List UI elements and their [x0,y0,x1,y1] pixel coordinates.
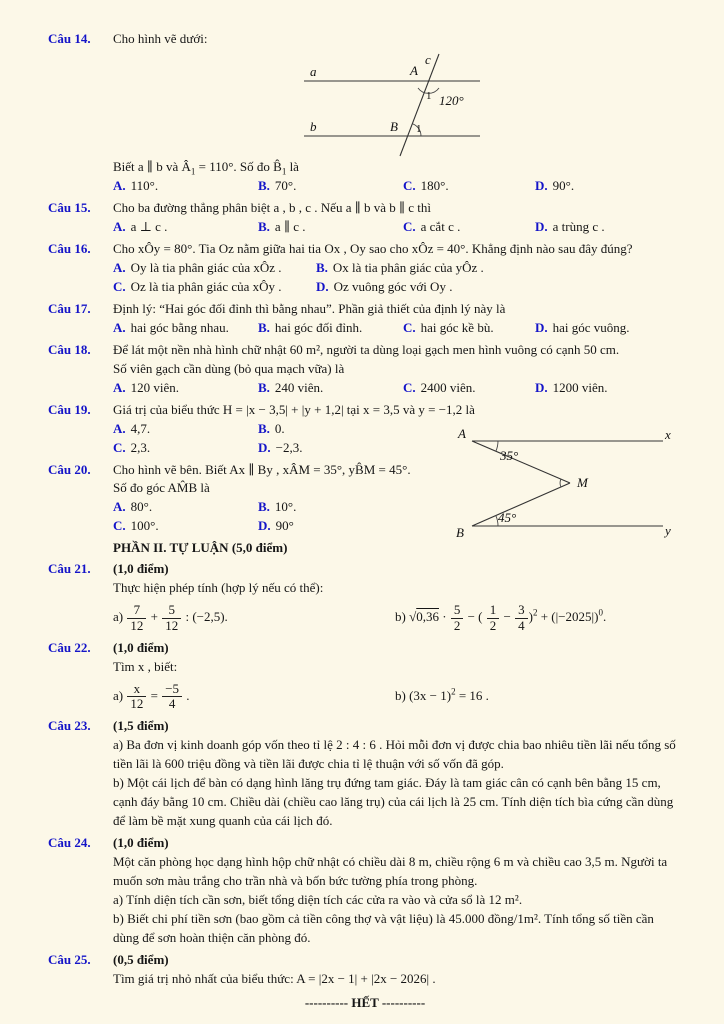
question-20-options [113,498,433,536]
question-23-points: (1,5 điểm) [113,718,169,734]
question-25-stem: Tìm giá trị nhỏ nhất của biểu thức: A = |2x − 1| + |2x − 2026| . [113,971,436,986]
option-a: A. a ⊥ c . [113,218,168,234]
question-24-points: (1,0 điểm) [113,835,169,851]
option-b: B. hai góc đối đỉnh. [258,319,363,335]
question-24-body [113,834,682,948]
question-14-options [113,177,682,196]
end-marker: ---------- HẾT ---------- [304,994,426,1010]
question-18 [48,341,682,398]
question-21-body [113,560,682,636]
question-22-formulas [113,682,682,712]
question-25-body [113,951,682,989]
option-c: C. Oz là tia phân giác của xÔy . [113,278,282,294]
fig-segment-BM [472,483,570,526]
option-b: B. 10°. [258,499,297,515]
question-19-label: Câu 19. [48,401,91,417]
fig-label-y: y [665,522,671,538]
option-a: A. 120 viên. [113,379,180,395]
fig-label-M: M [577,474,588,490]
question-24 [48,834,682,948]
question-17-body [113,300,682,338]
option-d: D. −2,3. [258,439,303,455]
option-d: D. 1200 viên. [535,379,608,395]
question-19-stem: Giá trị của biểu thức H = |x − 3,5| + |y + 1,2| tại x = 3,5 và y = −1,2 là [113,401,475,417]
fig-label-angle1-B: 1 [416,122,422,135]
option-a: A. hai góc bằng nhau. [113,319,229,335]
fig-segment-AM [472,441,570,483]
question-20-stem-2: Số đo góc AM̂B là [113,480,210,496]
question-22-intro: Tìm x , biết: [113,658,178,674]
question-17 [48,300,682,338]
option-d: D. hai góc vuông. [535,319,630,335]
option-d: D. 90° [258,518,294,534]
question-14 [48,30,682,196]
option-b: B. 70°. [258,177,297,193]
question-21 [48,560,682,636]
q21-formula-a: a) $\frac{7}{12}$ + $\frac{5}{12}$ : (−2,5). [113,602,228,633]
question-23-part-a: a) Ba đơn vị kinh doanh góp vốn theo tỉ lệ 2 : 4 : 6 . Hỏi mỗi đơn vị được chia bao nhiêu tiền lãi nếu tổng số tiền lãi là 600 triệu đồng và tiền lãi được chia tỉ lệ thuận với số vốn đã góp. [113,737,676,772]
fig-angle-arc-M [560,479,561,487]
option-a: A. 80°. [113,499,153,515]
question-18-options [113,379,682,398]
question-14-label: Câu 14. [48,31,91,46]
option-c: C. 2400 viên. [403,379,476,395]
question-14-intro: Cho hình vẽ dưới: [113,31,208,46]
option-c: C. 180°. [403,177,449,193]
question-22-label: Câu 22. [48,639,91,655]
question-21-points: (1,0 điểm) [113,561,169,577]
question-25 [48,951,682,989]
option-b: B. 0. [258,420,285,436]
option-b: B. a ∥ c . [258,218,306,234]
question-15-options [113,218,682,237]
option-a: A. Oy là tia phân giác của xÔz . [113,259,282,275]
fig-angle-arc-A [496,441,498,451]
question-16-options [113,259,682,297]
part2-title: PHẦN II. TỰ LUẬN (5,0 điểm) [113,540,288,556]
option-c: C. 100°. [113,518,159,534]
question-23-part-b: b) Một cái lịch để bàn có dạng hình lăng trụ đứng tam giác. Đáy là tam giác cân có cạnh bên bằng 15 cm, cạnh đáy bằng 10 cm. Chiều dài (chiều cao lăng trụ) của cái lịch là 25 cm. Tính diện tích bìa cứng cần dùng để làm bề mặt xung quanh của cái lịch đó. [113,775,674,829]
question-15 [48,199,682,237]
fig-label-c: c [425,51,431,67]
fig-label-A: A [458,425,466,441]
question-15-stem: Cho ba đường thẳng phân biệt a , b , c . Nếu a ∥ b và b ∥ c thì [113,199,431,215]
question-23-body [113,717,682,831]
questions-19-20-block [48,401,682,540]
question-25-points: (0,5 điểm) [113,952,169,968]
option-b: B. Ox là tia phân giác của yÔz . [316,259,484,275]
question-22-points: (1,0 điểm) [113,639,169,655]
fig-label-35deg: 35° [500,447,519,463]
question-20-stem: Cho hình vẽ bên. Biết Ax ∥ By , xÂM = 35°, yB̂M = 45°. [113,461,411,477]
option-d: D. 90°. [535,177,575,193]
question-24-intro: Một căn phòng học dạng hình hộp chữ nhật có chiều dài 8 m, chiều rộng 6 m và chiều cao 3,5 m. Người ta muốn sơn màu trắng cho trần nhà và bốn bức tường phía trong phòng. [113,854,668,889]
q21-formula-b: b) √0,36 · $\frac{5}{2}$ − ( $\frac{1}{2}$ − $\frac{3}{4}$ )$^2 + (|-2025|)^0$. [395,602,607,633]
question-23 [48,717,682,831]
fig-label-B: B [456,524,464,540]
fig-label-45deg: 45° [498,509,517,525]
fig-label-B: B [390,118,398,134]
option-d: D. Oz vuông góc với Oy . [316,278,453,294]
question-19-options [113,420,433,458]
question-16-label: Câu 16. [48,240,91,256]
question-18-label: Câu 18. [48,341,91,357]
fig-line-c [400,51,439,156]
fig-label-120deg: 120° [439,92,464,108]
question-18-stem-2: Số viên gạch cần dùng (bỏ qua mạch vữa) là [113,360,345,376]
fig-label-b: b [310,118,317,134]
question-22-body [113,639,682,715]
option-a: A. 4,7. [113,420,151,436]
question-18-body [113,341,682,398]
question-24-label: Câu 24. [48,835,91,851]
question-21-label: Câu 21. [48,561,91,577]
question-24-part-b: b) Biết chi phí tiền sơn (bao gồm cả tiền công thợ và vật liệu) là 45.000 đồng/1m². Tính tổng số tiền cần dùng để sơn hoàn thiện căn phòng đó. [113,911,654,946]
question-16-body [113,240,682,297]
question-17-label: Câu 17. [48,300,91,316]
fig-label-a: a [310,63,317,79]
figure-angles-AMB [450,423,678,541]
question-16 [48,240,682,297]
option-a: A. 110°. [113,177,159,193]
question-25-label: Câu 25. [48,952,91,968]
fig-label-x: x [665,426,671,442]
fig-label-angle1-A: 1 [426,89,432,102]
option-c: C. hai góc kề bù. [403,319,494,335]
question-20-label: Câu 20. [48,461,91,477]
q22-formula-b: b) $(3x - 1)^2 = 16$ . [395,686,489,704]
option-c: C. 2,3. [113,439,151,455]
q22-formula-a: a) $\frac{x}{12}$ = $\frac{-5}{4}$ . [113,680,190,712]
fig-label-A: A [410,62,418,78]
question-24-part-a: a) Tính diện tích cần sơn, biết tổng diện tích các cửa ra vào và cửa sổ là 12 m². [113,892,523,908]
question-17-options [113,319,682,338]
question-14-stem: Biết a ∥ b và $Â_1 = 110^\circ$. Số đo $B̂_1$ là [113,158,299,177]
question-22 [48,639,682,715]
question-23-label: Câu 23. [48,718,91,734]
question-14-body [113,30,682,196]
question-16-stem: Cho xÔy = 80°. Tia Oz nằm giữa hai tia Ox , Oy sao cho xÔz = 40°. Khẳng định nào sau đây đúng? [113,240,633,256]
question-17-stem: Định lý: “Hai góc đối đỉnh thì bằng nhau”. Phần giả thiết của định lý này là [113,300,506,316]
question-18-stem: Để lát một nền nhà hình chữ nhật 60 m², người ta dùng loại gạch men hình vuông có cạnh 50 cm. [113,341,620,357]
question-15-label: Câu 15. [48,199,91,215]
option-d: D. a trùng c . [535,218,605,234]
question-21-formulas [113,603,682,633]
figure-parallel-lines [298,51,498,157]
option-c: C. a cắt c . [403,218,461,234]
question-21-intro: Thực hiện phép tính (hợp lý nếu có thể): [113,580,324,596]
option-b: B. 240 viên. [258,379,324,395]
question-15-body [113,199,682,237]
